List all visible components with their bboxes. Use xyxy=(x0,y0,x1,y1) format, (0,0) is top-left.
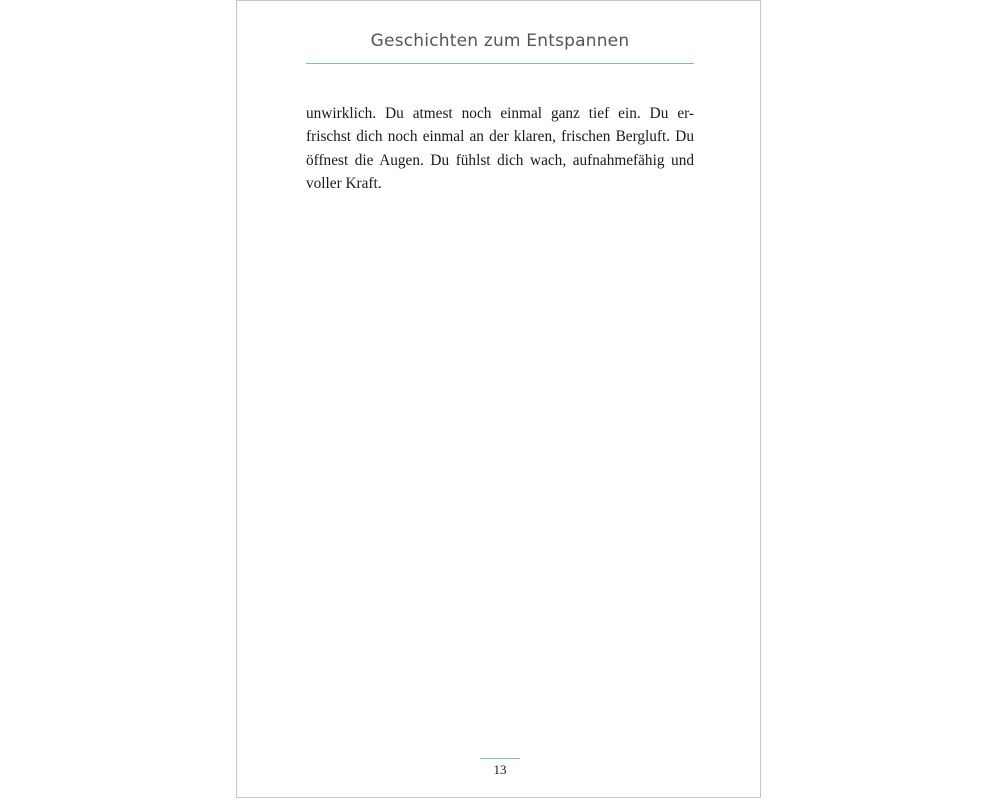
body-paragraph xyxy=(306,102,694,195)
running-header-title: Geschichten zum Entspannen xyxy=(370,31,630,51)
paragraph-line: unwirklich. Du atmest noch einmal ganz tief ein. Du er- xyxy=(306,105,694,122)
paragraph-line: voller Kraft. xyxy=(306,174,382,192)
footer-divider xyxy=(480,758,520,759)
book-page xyxy=(236,0,761,798)
page-number: 13 xyxy=(493,762,507,777)
header-divider xyxy=(306,63,694,64)
paragraph-line: öffnest die Augen. Du fühlst dich wach, aufnahmefähig und xyxy=(306,151,694,169)
paragraph-line: frischst dich noch einmal an der klaren, frischen Bergluft. Du xyxy=(306,128,694,146)
